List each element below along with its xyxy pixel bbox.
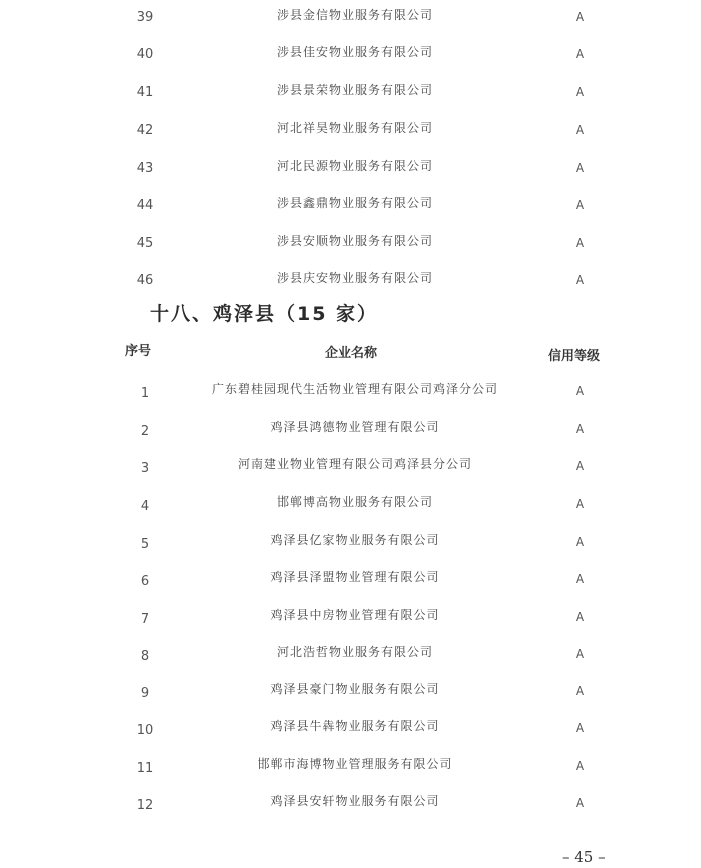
- table-row: [0, 680, 701, 704]
- table-row: [0, 531, 701, 555]
- section-heading: 十八、鸡泽县（15 家）: [150, 303, 379, 325]
- header-credit-grade: 信用等级: [548, 349, 601, 364]
- company-name: 鸡泽县中房物业管理有限公司: [270, 608, 440, 622]
- table-row: [0, 606, 701, 630]
- company-name: 涉县金信物业服务有限公司: [276, 8, 433, 22]
- credit-grade: A: [575, 796, 585, 810]
- table-row: [0, 493, 701, 517]
- company-name: 鸡泽县豪门物业服务有限公司: [270, 682, 440, 696]
- table-row: [0, 269, 701, 293]
- row-number: 3: [140, 461, 150, 476]
- table-row: [0, 119, 701, 143]
- row-number: 10: [136, 723, 154, 738]
- table-row: [0, 232, 701, 256]
- company-name: 涉县庆安物业服务有限公司: [276, 271, 433, 285]
- company-name: 涉县安顺物业服务有限公司: [276, 234, 433, 248]
- company-name: 河南建业物业管理有限公司鸡泽县分公司: [237, 457, 472, 471]
- company-name: 鸡泽县泽盟物业管理有限公司: [270, 570, 440, 584]
- row-number: 5: [140, 537, 150, 552]
- row-number: 11: [136, 761, 154, 776]
- row-number: 1: [140, 386, 150, 401]
- company-name: 涉县鑫鼎物业服务有限公司: [276, 196, 433, 210]
- table-row: [0, 6, 701, 30]
- credit-grade: A: [575, 161, 585, 175]
- row-number: 12: [136, 798, 154, 813]
- row-number: 8: [140, 649, 150, 664]
- table-row: [0, 755, 701, 779]
- company-name: 广东碧桂园现代生活物业管理有限公司鸡泽分公司: [211, 382, 498, 396]
- row-number: 2: [140, 424, 150, 439]
- table-row: [0, 568, 701, 592]
- row-number: 39: [136, 10, 154, 25]
- company-name: 鸡泽县安轩物业服务有限公司: [270, 794, 440, 808]
- company-name: 鸡泽县牛犇物业服务有限公司: [270, 719, 440, 733]
- credit-grade: A: [575, 535, 585, 549]
- row-number: 42: [136, 123, 154, 138]
- header-serial-number: 序号: [125, 344, 152, 359]
- credit-grade: A: [575, 610, 585, 624]
- page-number: – 45 –: [562, 848, 606, 866]
- table-row: [0, 717, 701, 741]
- row-number: 43: [136, 161, 154, 176]
- credit-grade: A: [575, 721, 585, 735]
- company-name: 涉县佳安物业服务有限公司: [276, 45, 433, 59]
- credit-grade: A: [575, 236, 585, 250]
- table-row: [0, 455, 701, 479]
- row-number: 7: [140, 612, 150, 627]
- table-row: [0, 380, 701, 404]
- table-row: [0, 418, 701, 442]
- table-row: [0, 194, 701, 218]
- credit-grade: A: [575, 572, 585, 586]
- credit-grade: A: [575, 47, 585, 61]
- credit-grade: A: [575, 85, 585, 99]
- credit-grade: A: [575, 422, 585, 436]
- row-number: 40: [136, 47, 154, 62]
- table-row: [0, 157, 701, 181]
- company-name: 鸡泽县鸿德物业管理有限公司: [270, 420, 440, 434]
- credit-grade: A: [575, 759, 585, 773]
- table-row: [0, 81, 701, 105]
- table-row: [0, 43, 701, 67]
- table-row: [0, 792, 701, 816]
- row-number: 4: [140, 499, 150, 514]
- credit-grade: A: [575, 459, 585, 473]
- row-number: 45: [136, 236, 154, 251]
- header-company-name: 企业名称: [325, 346, 378, 361]
- credit-grade: A: [575, 10, 585, 24]
- company-name: 涉县景荣物业服务有限公司: [276, 83, 433, 97]
- table-row: [0, 643, 701, 667]
- row-number: 44: [136, 198, 154, 213]
- company-name: 河北祥昊物业服务有限公司: [276, 121, 433, 135]
- row-number: 46: [136, 273, 154, 288]
- row-number: 6: [140, 574, 150, 589]
- credit-grade: A: [575, 273, 585, 287]
- credit-grade: A: [575, 497, 585, 511]
- row-number: 41: [136, 85, 154, 100]
- company-name: 河北民源物业服务有限公司: [276, 159, 433, 173]
- company-name: 鸡泽县亿家物业服务有限公司: [270, 533, 440, 547]
- credit-grade: A: [575, 684, 585, 698]
- credit-grade: A: [575, 647, 585, 661]
- credit-grade: A: [575, 198, 585, 212]
- row-number: 9: [140, 686, 150, 701]
- company-name: 邯郸博高物业服务有限公司: [276, 495, 433, 509]
- credit-grade: A: [575, 384, 585, 398]
- credit-grade: A: [575, 123, 585, 137]
- company-name: 邯郸市海博物业管理服务有限公司: [257, 757, 453, 771]
- company-name: 河北浩哲物业服务有限公司: [276, 645, 433, 659]
